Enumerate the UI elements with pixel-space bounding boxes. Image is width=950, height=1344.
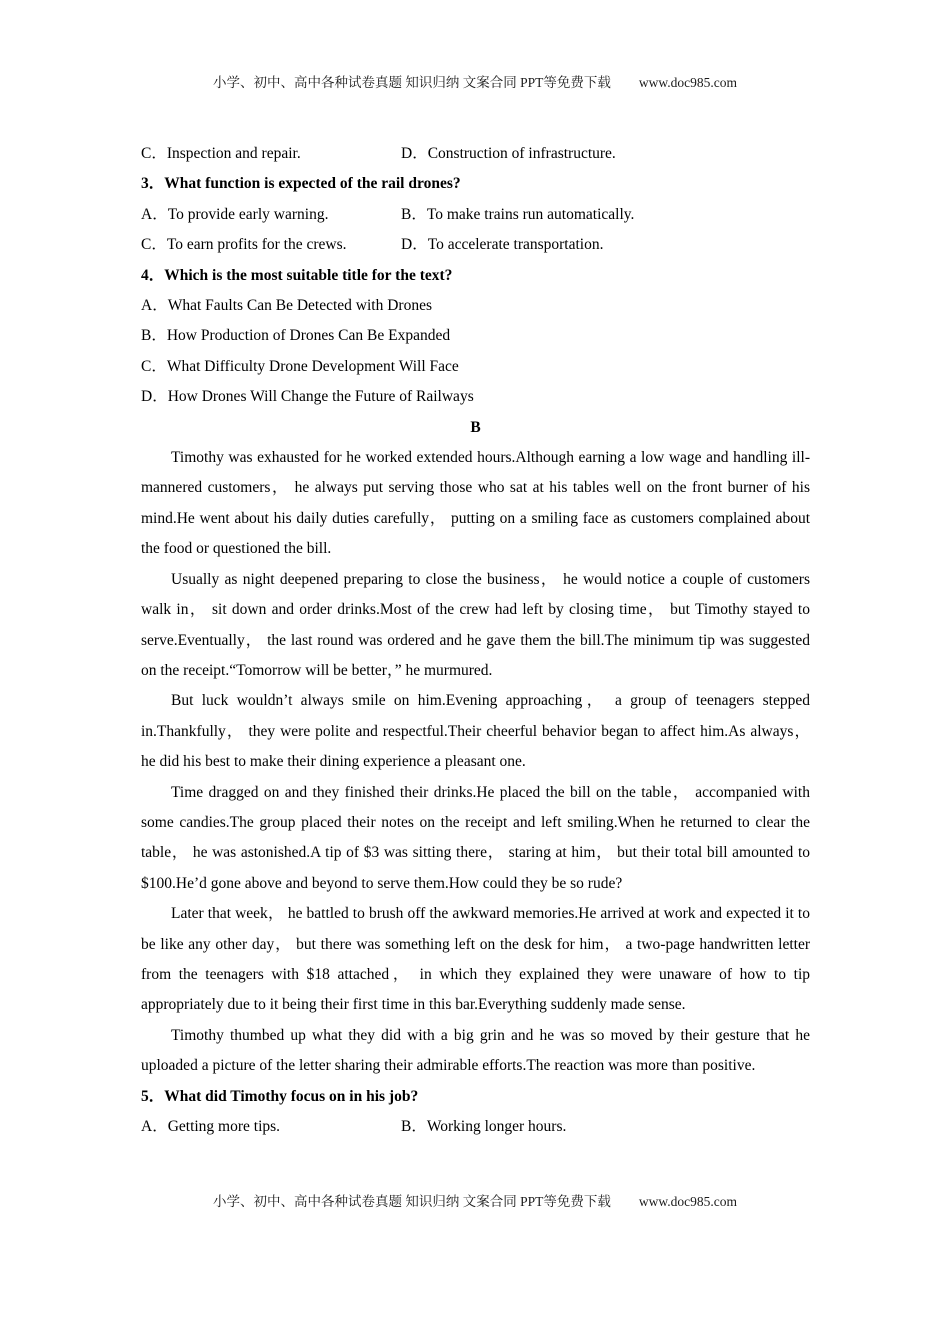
question-3-option-a: A．To provide early warning. — [141, 205, 329, 223]
passage-section-label: B — [470, 418, 481, 436]
header-site-url: www.doc985.com — [638, 75, 737, 90]
question-5-stem: 5．What did Timothy focus on in his job? — [141, 1087, 419, 1105]
passage-paragraph-5: Later that week， he battled to brush off the awkward memories.He arrived at work and expected it to be like any other day， but there was something left on the desk for him， a two-page handwritten letter from the teenagers with $18 attached， in which they explained they were unaware of how to tip appropriately due to it being their first time in this bar.Everything suddenly made sense. — [141, 905, 810, 1014]
passage-paragraph-2: Usually as night deepened preparing to close the business， he would notice a couple of customers walk in， sit down and order drinks.Most of the crew had left by closing time， but Timothy stayed to serve.Eventually， the last round was ordered and he gave them the bill.The minimum tip was suggested on the receipt.“Tomorrow will be better，” he murmured. — [141, 570, 810, 679]
question-3-option-b: B．To make trains run automatically. — [401, 205, 635, 223]
page-footer — [0, 1190, 950, 1210]
document-body — [141, 139, 810, 1142]
question-2-option-c: C．Inspection and repair. — [141, 145, 301, 162]
question-2-options-cd-row — [141, 139, 810, 169]
question-3-options-ab-row — [141, 200, 810, 230]
footer-site-url: www.doc985.com — [638, 1194, 737, 1209]
question-4-option-a: A．What Faults Can Be Detected with Drones — [141, 297, 432, 315]
passage-paragraph-4: Time dragged on and they finished their drinks.He placed the bill on the table， accompanied with some candies.The group placed their notes on the receipt and left smiling.When he returned to clear the table， he was astonished.A tip of $3 was sitting there， staring at him， but their total bill amounted to $100.He’d gone above and beyond to serve them.How could they be so rude? — [141, 783, 810, 892]
question-5-options-ab-row — [141, 1112, 810, 1142]
question-3-stem: 3．What function is expected of the rail drones? — [141, 175, 461, 193]
question-4-stem: 4．Which is the most suitable title for the text? — [141, 266, 453, 284]
page-header — [0, 71, 950, 91]
header-promo-text: 小学、初中、高中各种试卷真题 知识归纳 文案合同 PPT等免费下载 — [213, 75, 611, 90]
passage-paragraph-3: But luck wouldn’t always smile on him.Evening approaching， a group of teenagers stepped in.Thankfully， they were polite and respectful.Their cheerful behavior began to affect him.As always， he did his best to make their dining experience a pleasant one. — [141, 692, 810, 771]
question-4-option-b: B．How Production of Drones Can Be Expanded — [141, 327, 451, 345]
passage-paragraph-1: Timothy was exhausted for he worked extended hours.Although earning a low wage and handling ill-mannered customers， he always put serving those who sat at his tables well on the front burner of his mind.He went about his daily duties carefully， putting on a smiling face as customers complained about the food or questioned the bill. — [141, 449, 810, 558]
question-3-options-cd-row — [141, 230, 810, 260]
question-3-option-d: D．To accelerate transportation. — [401, 236, 604, 254]
question-3-option-c: C．To earn profits for the crews. — [141, 236, 347, 254]
question-4-option-c: C．What Difficulty Drone Development Will Face — [141, 357, 459, 375]
question-5-option-a: A．Getting more tips. — [141, 1118, 281, 1135]
question-4-option-d: D．How Drones Will Change the Future of Railways — [141, 388, 474, 406]
question-5-option-b: B．Working longer hours. — [401, 1118, 567, 1135]
passage-paragraph-6: Timothy thumbed up what they did with a big grin and he was so moved by their gesture that he uploaded a picture of the letter sharing their admirable efforts.The reaction was more than positive. — [141, 1026, 810, 1075]
footer-promo-text: 小学、初中、高中各种试卷真题 知识归纳 文案合同 PPT等免费下载 — [213, 1194, 611, 1209]
question-2-option-d: D．Construction of infrastructure. — [401, 145, 616, 162]
